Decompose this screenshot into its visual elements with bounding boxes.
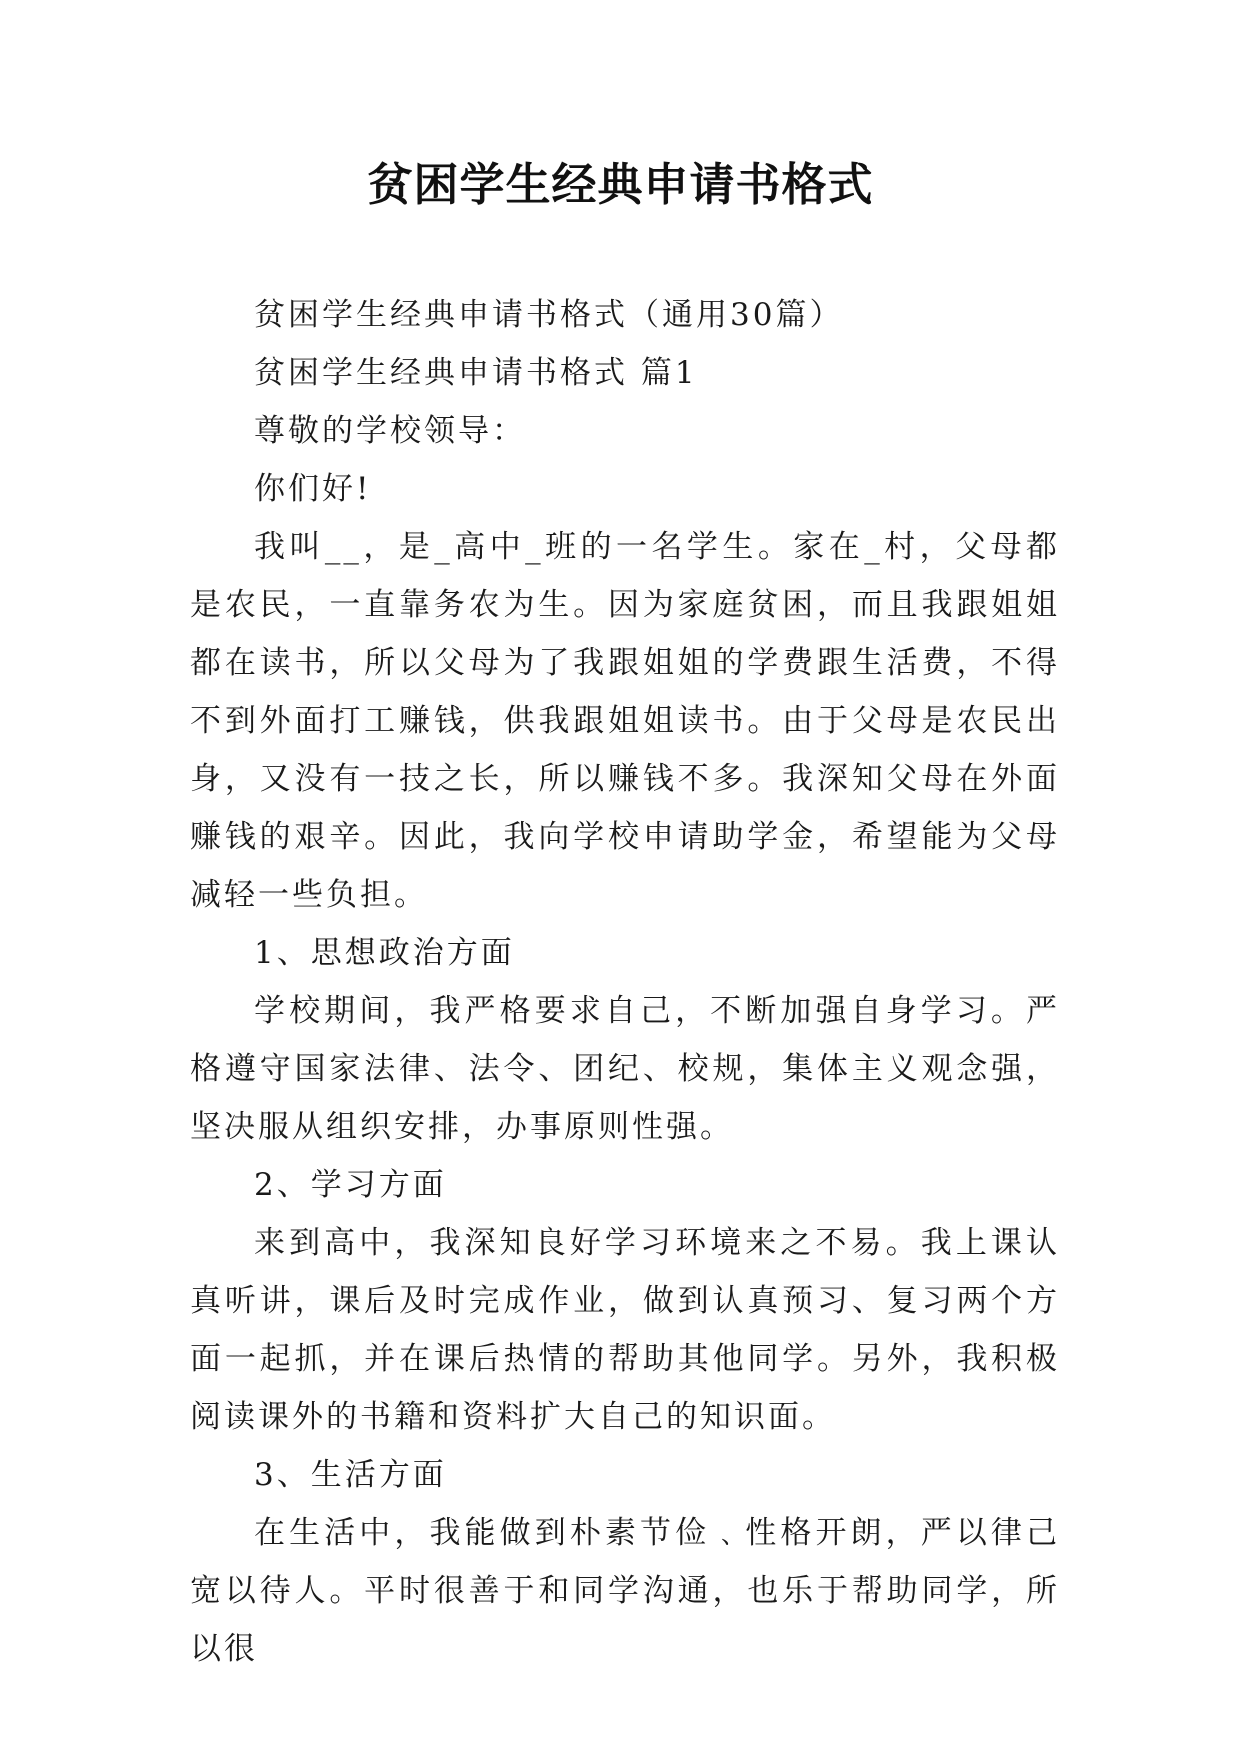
document-body [190,286,1060,1678]
subtitle-paragraph: 贫困学生经典申请书格式（通用30篇） [254,297,844,333]
subheading-study: 2、学习方面 [254,1167,447,1203]
subheading-political: 1、思想政治方面 [254,935,515,971]
body-paragraph: 来到高中，我深知良好学习环境来之不易。我上课认真听讲，课后及时完成作业，做到认真预习、复习两个方面一起抓，并在课后热情的帮助其他同学。另外，我积极阅读课外的书籍和资料扩大自己的知识面。 [190,1225,1060,1435]
body-paragraph: 我叫__，是_高中_班的一名学生。家在_村，父母都是农民，一直靠务农为生。因为家庭贫困，而且我跟姐姐都在读书，所以父母为了我跟姐姐的学费跟生活费，不得不到外面打工赚钱，供我跟姐姐读书。由于父母是农民出身，又没有一技之长，所以赚钱不多。我深知父母在外面赚钱的艰辛。因此，我向学校申请助学金，希望能为父母减轻一些负担。 [190,529,1060,913]
greeting: 你们好! [254,471,372,507]
subheading-life: 3、生活方面 [254,1457,447,1493]
body-paragraph: 学校期间，我严格要求自己，不断加强自身学习。严格遵守国家法律、法令、团纪、校规，集体主义观念强，坚决服从组织安排，办事原则性强。 [190,993,1060,1145]
salutation: 尊敬的学校领导： [254,413,526,449]
document-title: 贫困学生经典申请书格式 [367,158,874,211]
body-paragraph: 在生活中，我能做到朴素节俭﹑性格开朗，严以律己宽以待人。平时很善于和同学沟通，也乐于帮助同学，所以很 [190,1515,1060,1667]
section-heading: 贫困学生经典申请书格式 篇1 [254,355,698,391]
